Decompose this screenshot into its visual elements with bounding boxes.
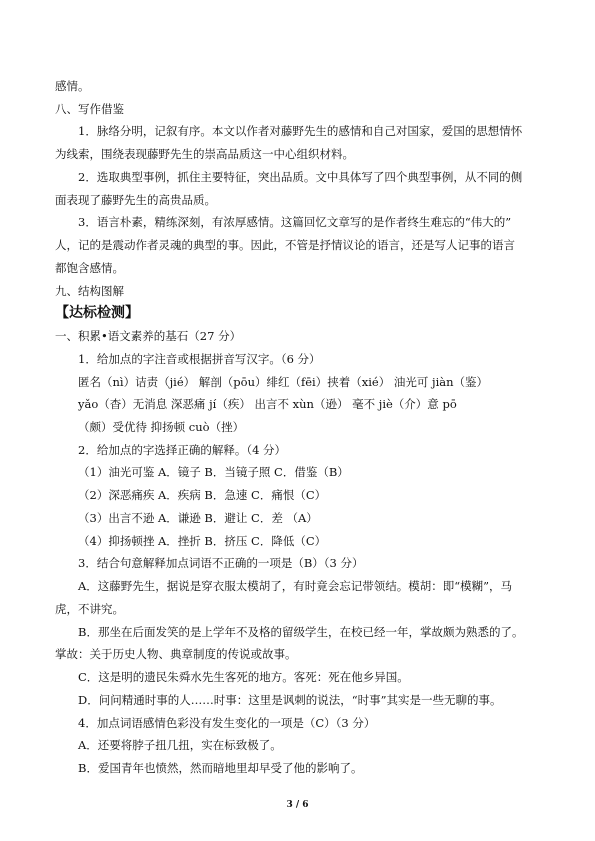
option-line: （4）抑扬顿挫 A．挫折 B．挤压 C．降低（C） <box>78 534 327 548</box>
option-line: B．那坐在后面发笑的是上学年不及格的留级学生，在校已经一年，掌故颇为熟悉的了。 <box>78 625 524 639</box>
option-line: A．还要将脖子扭几扭，实在标致极了。 <box>78 738 282 752</box>
text-line: 3．语言朴素，精练深刻，有浓厚感情。这篇回忆文章写的是作者终生难忘的“伟大的” <box>78 215 512 229</box>
option-line: B．爱国青年也愤然，然而暗地里却早受了他的影响了。 <box>78 761 363 775</box>
option-line: （1）油光可鉴 A．镜子 B．当镜子照 C．借鉴（B） <box>78 465 349 479</box>
text-line: 匿名（nì）诘责（jié） 解剖（pōu）绯红（fēi）挟着（xié） 油光可 jiàn（鉴） <box>78 375 489 389</box>
option-line: （2）深恶痛疾 A．疾病 B．急速 C．痛恨（C） <box>78 488 327 502</box>
text-line: 人，记的是震动作者灵魂的典型的事。因此，不管是抒情议论的语言，还是写人记事的语言 <box>55 238 515 252</box>
question-line: 3．结合句意解释加点词语不正确的一项是（B）（3 分） <box>78 556 364 570</box>
question-line: 2．给加点的字选择正确的解释。（4 分） <box>78 443 287 457</box>
text-line: 为线索，围绕表现藤野先生的崇高品质这一中心组织材料。 <box>55 147 354 161</box>
question-line: 1．给加点的字注音或根据拼音写汉字。（6 分） <box>78 352 321 366</box>
question-line: 4．加点词语感情色彩没有发生变化的一项是（C）（3 分） <box>78 716 376 730</box>
text-line: 掌故：关于历史人物、典章制度的传说或故事。 <box>55 647 297 661</box>
section-heading: 一、积累•语文素养的基石（27 分） <box>55 329 242 343</box>
option-line: D．问问精通时事的人……时事：这里是讽刺的说法，“时事”其实是一些无聊的事。 <box>78 693 502 707</box>
text-line: 面表现了藤野先生的高贵品质。 <box>55 193 216 207</box>
text-line: 2．选取典型事例，抓住主要特征，突出品质。文中具体写了四个典型事例，从不同的侧 <box>78 170 523 184</box>
section-heading: 八、写作借鉴 <box>55 102 124 116</box>
section-title: 【达标检测】 <box>55 305 139 321</box>
text-line: 虎，不讲究。 <box>55 602 124 616</box>
option-line: C．这是明的遗民朱舜水先生客死的地方。客死：死在他乡异国。 <box>78 670 409 684</box>
text-line: 感情。 <box>55 79 90 93</box>
text-line: （颇）受优待 抑扬顿 cuò（挫） <box>78 420 245 434</box>
text-line: 都饱含感情。 <box>55 261 124 275</box>
page-number: 3 / 6 <box>286 800 309 810</box>
text-line: yǎo（杳）无消息 深恶痛 jí（疾） 出言不 xùn（逊） 毫不 jiè（介）意 pō <box>78 397 457 411</box>
text-line: 1．脉络分明，记叙有序。本文以作者对藤野先生的感情和自己对国家，爱国的思想情怀 <box>78 124 523 138</box>
option-line: （3）出言不逊 A．谦逊 B．避让 C．差 （A） <box>78 511 318 525</box>
section-heading: 九、结构图解 <box>55 284 124 298</box>
option-line: A．这藤野先生，据说是穿衣服太模胡了，有时竟会忘记带领结。模胡：即“模糊”，马 <box>78 579 513 593</box>
